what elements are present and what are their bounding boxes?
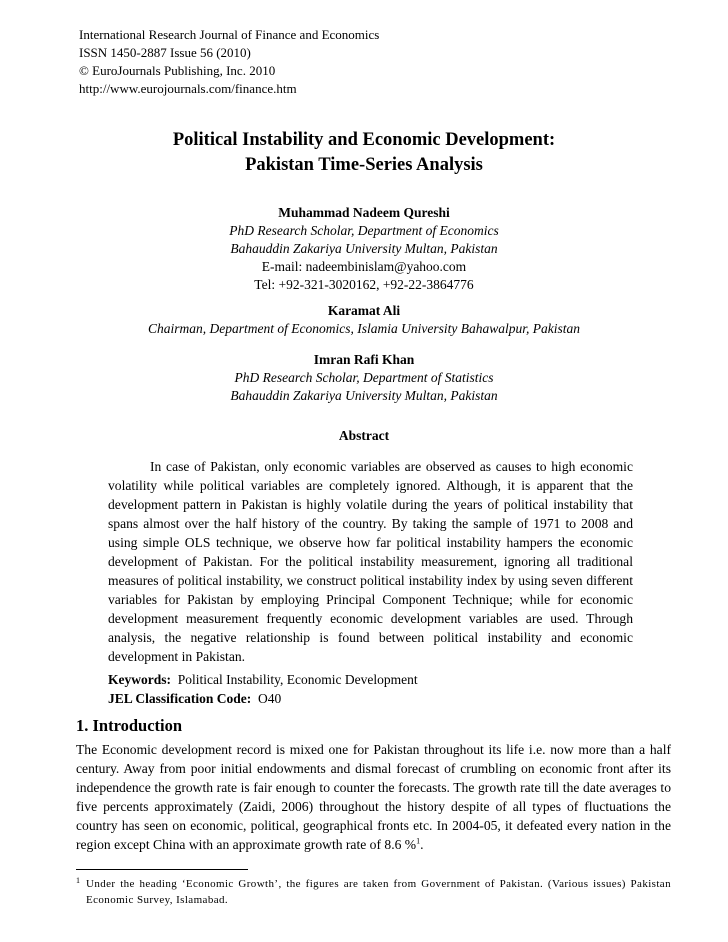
author-block-1	[0, 204, 728, 294]
jel-label: JEL Classification Code:	[108, 691, 252, 706]
journal-url[interactable]: http://www.eurojournals.com/finance.htm	[79, 81, 297, 96]
journal-header	[79, 26, 379, 98]
introduction-paragraph	[76, 740, 671, 854]
author-email[interactable]: E-mail: nadeembinislam@yahoo.com	[261, 259, 467, 274]
paper-title	[0, 128, 728, 178]
author-role: PhD Research Scholar, Department of Economics	[229, 223, 499, 238]
journal-name: International Research Journal of Finance and Economics	[79, 27, 380, 42]
author-block-3	[0, 351, 728, 405]
journal-publisher: © EuroJournals Publishing, Inc. 2010	[79, 63, 276, 78]
author-name: Muhammad Nadeem Qureshi	[278, 205, 450, 220]
keywords-label: Keywords:	[108, 672, 171, 687]
abstract-text: In case of Pakistan, only economic variables are observed as causes to high economic volatility while political variables are completely ignored. Although, it is apparent that the development pattern in Pakistan is highly volatile during the years of political instability that spans almost over the half history of the country. By taking the sample of 1971 to 2008 and using simple OLS technique, we observe how far political instability hampers the economic development of Pakistan. For the political instability measurement, ignoring all traditional measures of political instability, we construct political instability index by using seven different variables for Pakistan by employing Principal Component Technique; while for economic development measurement frequently economic development variables are used. Through analysis, the negative relationship is found between political instability and economic development in Pakistan.	[108, 459, 633, 664]
journal-issn: ISSN 1450-2887 Issue 56 (2010)	[79, 45, 251, 60]
footnote-reference[interactable]: 1	[416, 836, 421, 846]
footnote-divider	[76, 869, 248, 870]
introduction-text-end: .	[420, 837, 424, 852]
footnote-text: Under the heading ‘Economic Growth’, the figures are taken from Government of Pakistan. (Various issues) Pakistan Economic Survey, Islamabad.	[86, 878, 671, 906]
author-block-2	[0, 302, 728, 338]
author-affiliation: Bahauddin Zakariya University Multan, Pakistan	[230, 388, 498, 403]
author-role: Chairman, Department of Economics, Islamia University Bahawalpur, Pakistan	[148, 321, 580, 336]
introduction-text: The Economic development record is mixed one for Pakistan throughout its life i.e. now more than a half century. Away from poor initial endowments and dismal forecast of crumbling on economic front after its independence the growth rate is fair enough to counter the forecasts. The growth rate till the date averages to five percents approximately (Zaidi, 2006) throughout the history despite of all types of fluctuations the country has seen on economic, political, geographical fronts etc. In 2004-05, it defeated every nation in the region except China with an approximate growth rate of 8.6 %	[76, 742, 671, 852]
author-role: PhD Research Scholar, Department of Statistics	[234, 370, 494, 385]
introduction-body	[76, 740, 671, 854]
author-name: Karamat Ali	[327, 303, 401, 318]
abstract-body	[108, 457, 633, 666]
jel-value: O40	[258, 691, 282, 706]
keywords-block	[108, 670, 418, 708]
author-tel: Tel: +92-321-3020162, +92-22-3864776	[254, 277, 474, 292]
paper-title-line-1: Political Instability and Economic Development:	[172, 130, 556, 150]
author-affiliation: Bahauddin Zakariya University Multan, Pakistan	[230, 241, 498, 256]
author-name: Imran Rafi Khan	[313, 352, 415, 367]
keywords-value: Political Instability, Economic Development	[177, 672, 418, 687]
footnote	[76, 876, 671, 908]
section-heading-introduction: 1. Introduction	[76, 716, 183, 735]
footnote-mark: 1	[76, 876, 80, 885]
abstract-heading: Abstract	[338, 428, 390, 443]
paper-title-line-2: Pakistan Time-Series Analysis	[245, 155, 483, 175]
